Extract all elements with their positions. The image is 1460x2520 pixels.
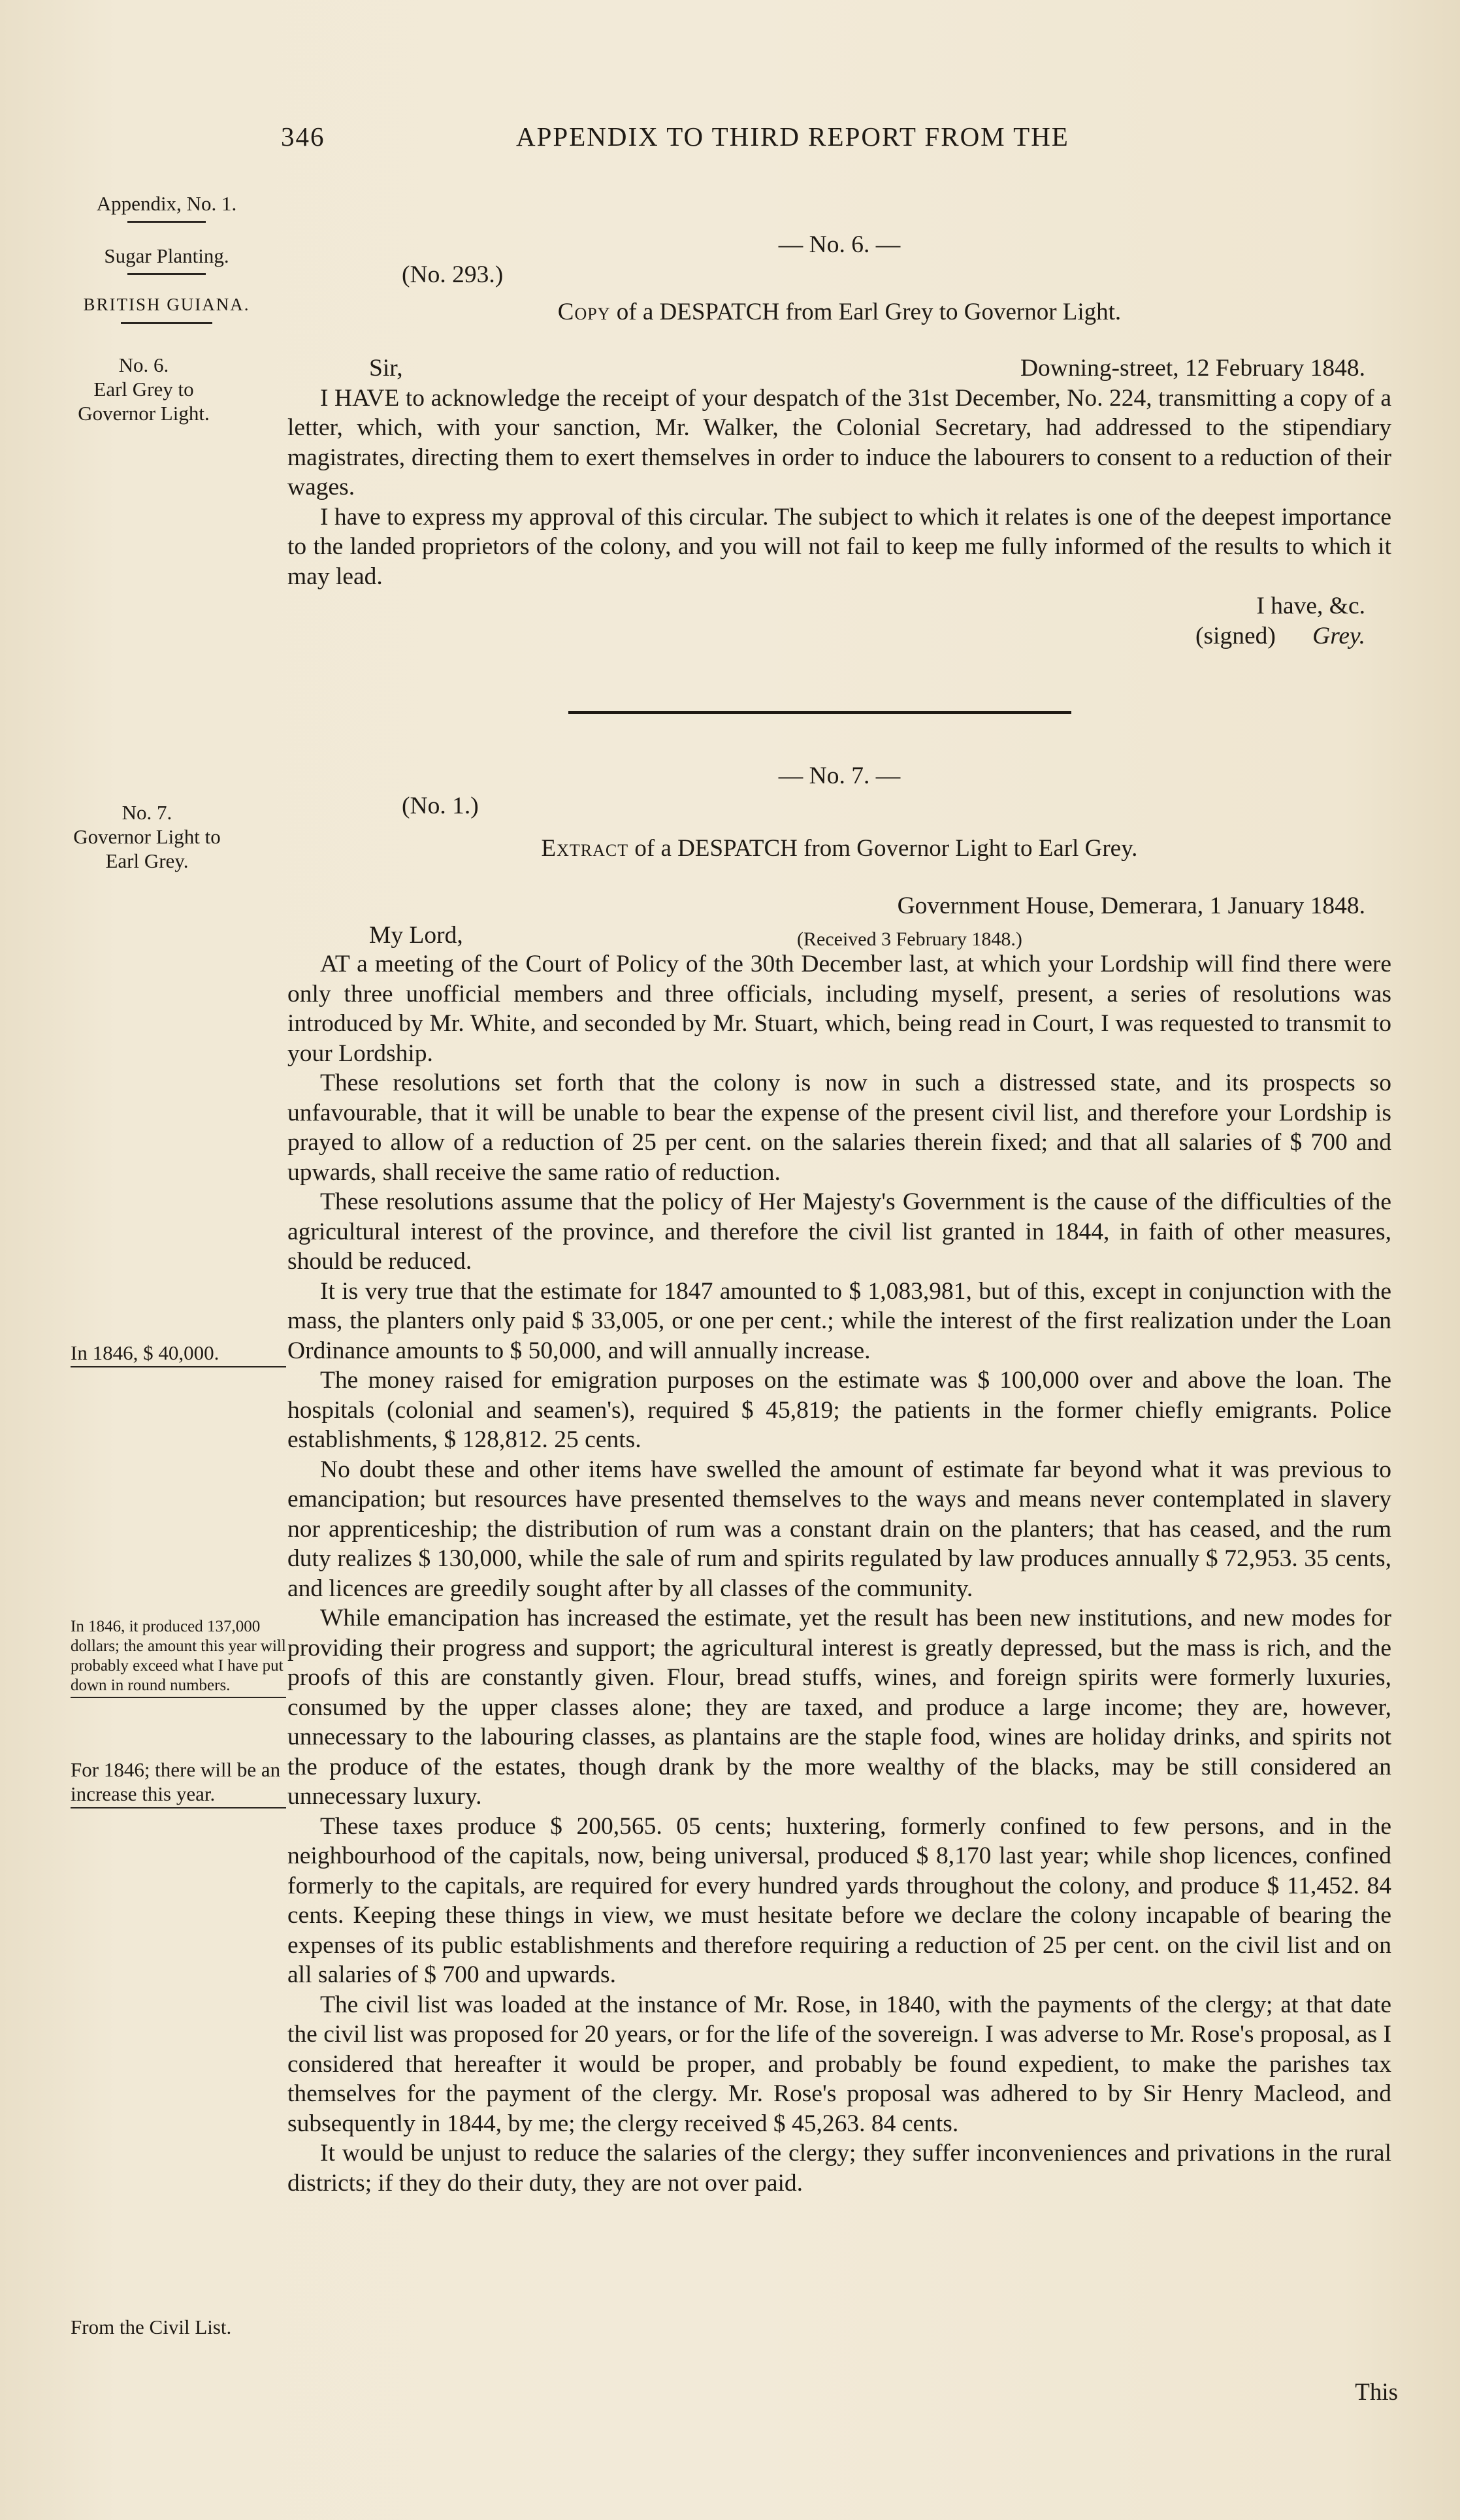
doc6-paragraph-1: I HAVE to acknowledge the receipt of your despatch of the 31st December, No. 224, transmitting a copy of a letter, which, with your sanction, Mr. Walker, the Colonial Secretary, had addressed to the stipendiary magistrates, directing them to exert themselves in order to induce the labourers to consent to a reduction of their wages. — [287, 384, 1391, 500]
doc7-title-text: of a DESPATCH from Governor Light to Earl Grey. — [634, 835, 1138, 862]
doc6-closing: I have, &c. — [1256, 593, 1365, 619]
margin-note-civil-text: From the Civil List. — [71, 2315, 232, 2338]
document-no7 — [287, 761, 1391, 2198]
margin-note-1846-text: In 1846, $ 40,000. — [71, 1341, 219, 1364]
margin-guiana — [46, 293, 287, 324]
doc7-paragraph: The civil list was loaded at the instance of Mr. Rose, in 1840, with the payments of the clergy; at that date the civil list was proposed for 20 years, or for the life of the sovereign. I was adverse to Mr. Rose's proposal, as I considered that hereafter it would be proper, and probably be found expedient, to make the parishes tax themselves for the payment of the clergy. Mr. Rose's proposal was adhered to by Sir Henry Macleod, and subsequently in 1844, by me; the clergy received $ 45,263. 84 cents. — [287, 1991, 1391, 2137]
doc7-place-date: Government House, Demerara, 1 January 1848. — [897, 892, 1365, 919]
doc7-title — [287, 834, 1391, 864]
margin-rule — [127, 221, 206, 223]
margin-no7-number: No. 7. — [122, 801, 172, 824]
doc6-place-date: Downing-street, 12 February 1848. — [1020, 354, 1365, 382]
margin-rule — [71, 1366, 286, 1367]
margin-rule — [71, 1807, 286, 1808]
running-title: APPENDIX TO THIRD REPORT FROM THE — [516, 122, 1069, 152]
doc7-paragraph: These resolutions set forth that the colony is now in such a distressed state, and its prospects so unfavourable, that it will be unable to bear the expense of the present civil list, and therefore your Lordship is prayed to allow of a reduction of 25 per cent. on the salaries therein fixed; and that all salaries of $ 700 and upwards, shall receive the same ratio of reduction. — [287, 1070, 1391, 1186]
doc6-salutation: Sir, — [369, 354, 403, 382]
margin-appendix — [46, 191, 287, 223]
doc6-signed: (signed) — [1195, 622, 1276, 649]
margin-note-increase — [71, 1758, 286, 1808]
margin-no6-desc: Earl Grey to Governor Light. — [78, 378, 210, 425]
margin-note-rum-text: In 1846, it produced 137,000 dollars; the amount this year will probably exceed what I have put down in round numbers. — [71, 1618, 286, 1694]
margin-note-civil — [71, 2315, 286, 2339]
doc6-copy-word: Copy — [557, 299, 611, 325]
running-header — [281, 121, 1391, 160]
doc7-paragraph: These taxes produce $ 200,565. 05 cents; huxtering, formerly confined to few persons, and in the neighbourhood of the capitals, now, being universal, produced $ 8,170 last year; while shop licences, confined formerly to the capitals, are required for every hundred yards throughout the colony, and produce $ 11,452. 84 cents. Keeping these things in view, we must hesitate before we declare the colony incapable of bearing the expenses of its public establishments and therefore requiring a reduction of 25 per cent. on the civil list and on all salaries of $ 700 and upwards. — [287, 1812, 1391, 1988]
doc6-number: (No. 293.) — [402, 261, 504, 288]
margin-no7 — [46, 800, 248, 873]
doc7-paragraph: These resolutions assume that the policy of Her Majesty's Government is the cause of the difficulties of the agricultural interest of the province, and therefore the civil list granted in 1844, in faith of other measures, should be reduced. — [287, 1188, 1391, 1275]
doc6-title — [287, 297, 1391, 327]
doc7-paragraph: It would be unjust to reduce the salaries of the clergy; they suffer inconveniences and privations in the rural districts; if they do their duty, they are not over paid. — [287, 2140, 1391, 2197]
doc6-title-text: of a DESPATCH from Earl Grey to Governor Light. — [616, 299, 1122, 325]
doc7-number: (No. 1.) — [402, 792, 479, 819]
margin-note-rum — [71, 1617, 286, 1698]
doc6-salutation-row — [287, 353, 1391, 384]
margin-no7-desc: Governor Light to Earl Grey. — [73, 825, 221, 872]
doc7-paragraph: It is very true that the estimate for 1847 amounted to $ 1,083,981, but of this, except in conjunction with the mass, the planters only paid $ 33,005, or one per cent.; while the interest of the first realization under the Loan Ordinance amounts to $ 50,000, and will annually increase. — [287, 1277, 1391, 1364]
margin-no6-number: No. 6. — [118, 353, 169, 376]
doc7-paragraph: The money raised for emigration purposes on the estimate was $ 100,000 over and above the loan. The hospitals (colonial and seamen's), required $ 45,819; the patients in the former chiefly emigrants. Police establishments, $ 128,812. 25 cents. — [287, 1367, 1391, 1453]
margin-no6 — [46, 353, 242, 425]
doc7-received: (Received 3 February 1848.) — [797, 928, 1022, 950]
doc7-paragraph: While emancipation has increased the estimate, yet the result has been new institutions, and new modes for providing their progress and support; the agricultural interest is greatly depressed, but the mass is rich, and the proofs of this are constantly given. Flour, bread stuffs, wines, and foreign spirits were formerly luxuries, consumed by the upper classes alone; they are taxed, and produce a large income; they are, however, unnecessary to the labouring classes, as plantains are the staple food, wines are holiday drinks, and spirits not the produce of the estates, though drank by the more wealthy of the blacks, may be still considered an unnecessary luxury. — [287, 1605, 1391, 1810]
margin-appendix-label: Appendix, No. 1. — [96, 192, 237, 215]
doc7-heading: — No. 7. — — [778, 762, 901, 789]
page-number: 346 — [281, 122, 325, 152]
document-no6 — [287, 230, 1391, 651]
doc7-salutation-row — [287, 921, 1391, 949]
doc7-body — [287, 949, 1391, 2198]
doc6-signature-line — [287, 621, 1391, 651]
margin-note-1846 — [71, 1341, 286, 1367]
doc6-signature: Grey. — [1312, 622, 1365, 649]
doc6-heading: — No. 6. — — [778, 231, 901, 258]
catchword: This — [1355, 2379, 1398, 2406]
margin-rule — [71, 1697, 286, 1698]
margin-rule — [121, 322, 212, 324]
doc7-paragraph: AT a meeting of the Court of Policy of the 30th December last, at which your Lordship will find there were only three unofficial members and three officials, including myself, present, a series of resolutions was introduced by Mr. White, and seconded by Mr. Stuart, which, being read in Court, I was requested to transmit to your Lordship. — [287, 951, 1391, 1067]
doc7-paragraph: No doubt these and other items have swelled the amount of estimate far beyond what it was previous to emancipation; but resources have presented themselves to the ways and means never contemplated in slavery nor apprenticeship; the distribution of rum was a constant drain on the planters; that has ceased, and the rum duty realizes $ 130,000, while the sale of rum and spirits regulated by law produces annually $ 72,953. 35 cents, and licences are greedily sought after by all classes of the community. — [287, 1456, 1391, 1602]
margin-guiana-label: BRITISH GUIANA. — [83, 295, 250, 314]
section-separator — [568, 711, 1071, 714]
doc7-extract-word: Extract — [541, 835, 629, 862]
margin-sugar — [46, 244, 287, 275]
margin-rule — [127, 273, 206, 275]
doc7-salutation: My Lord, — [369, 922, 463, 949]
margin-note-increase-text: For 1846; there will be an increase this year. — [71, 1758, 281, 1805]
doc6-paragraph-2: I have to express my approval of this circular. The subject to which it relates is one of the deepest importance to the landed proprietors of the colony, and you will not fail to keep me fully informed of the results to which it may lead. — [287, 503, 1391, 590]
margin-sugar-label: Sugar Planting. — [104, 244, 229, 267]
